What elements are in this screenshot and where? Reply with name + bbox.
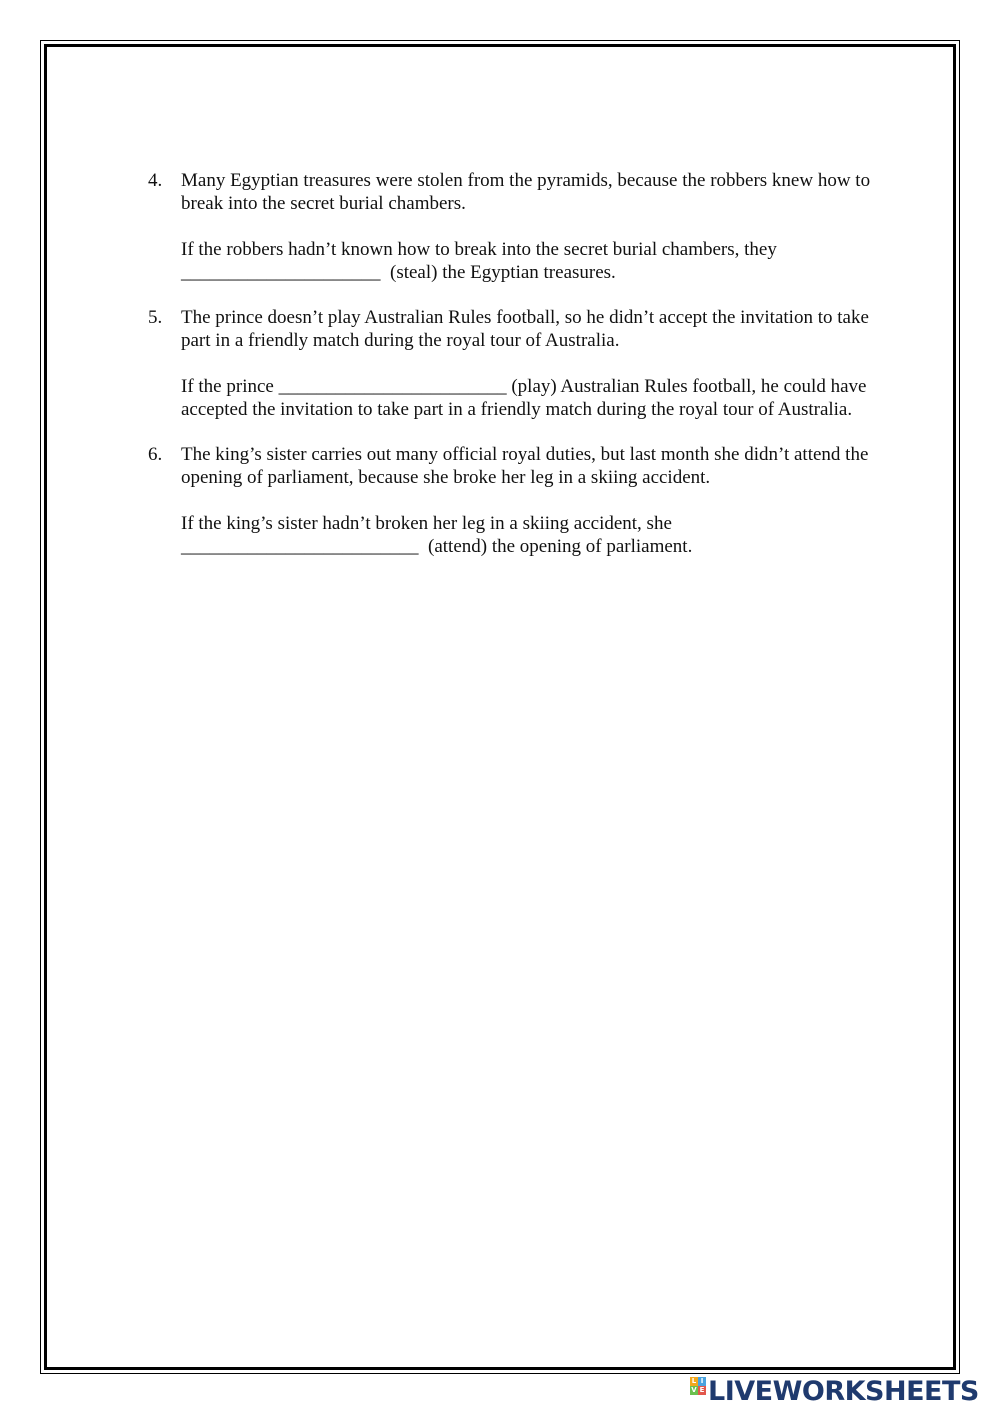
question-number: 5. [148,307,163,328]
rewrite-before: If the robbers hadn’t known how to break into the secret burial chambers, they [181,239,777,260]
logo-letter-v: V [691,1386,697,1394]
rewrite-before: If the prince [181,376,279,397]
logo-text: LIVEWORKSHEETS [708,1375,979,1407]
question-number: 4. [148,170,163,191]
rewrite-before: If the king’s sister hadn’t broken her leg in a skiing accident, she [181,513,672,534]
question-prompt: The king’s sister carries out many official royal duties, but last month she didn’t attend the opening of parliament, because she broke her leg in a skiing accident. [181,444,869,488]
question-rewrite [181,512,888,558]
question-body [181,169,888,284]
question-5 [148,306,888,421]
question-body [181,306,888,421]
question-rewrite [181,375,888,421]
answer-blank[interactable]: ________________________ [278,376,507,397]
liveworksheets-logo [690,1376,979,1406]
logo-letter-e: E [699,1386,705,1394]
worksheet-content [148,169,888,580]
question-prompt: Many Egyptian treasures were stolen from the pyramids, because the robbers knew how to break into the secret burial chambers. [181,170,871,214]
question-4 [148,169,888,284]
logo-letter-l: L [691,1377,697,1385]
logo-letter-i: I [698,1377,706,1386]
question-6 [148,443,888,558]
rewrite-after: (steal) the Egyptian treasures. [380,262,616,283]
answer-blank[interactable]: _____________________ [181,262,381,283]
logo-mark-icon [690,1377,706,1405]
question-prompt: The prince doesn’t play Australian Rules football, so he didn’t accept the invitation to take part in a friendly match during the royal tour of Australia. [181,307,869,351]
question-number: 6. [148,444,163,465]
question-rewrite [181,238,888,284]
question-body [181,443,888,558]
rewrite-after: (attend) the opening of parliament. [418,536,693,557]
answer-blank[interactable]: _________________________ [181,536,419,557]
rewrite-after: (play) Australian Rules football, he could have accepted the invitation to take part in a friendly match during the royal tour of Australia. [181,376,867,420]
